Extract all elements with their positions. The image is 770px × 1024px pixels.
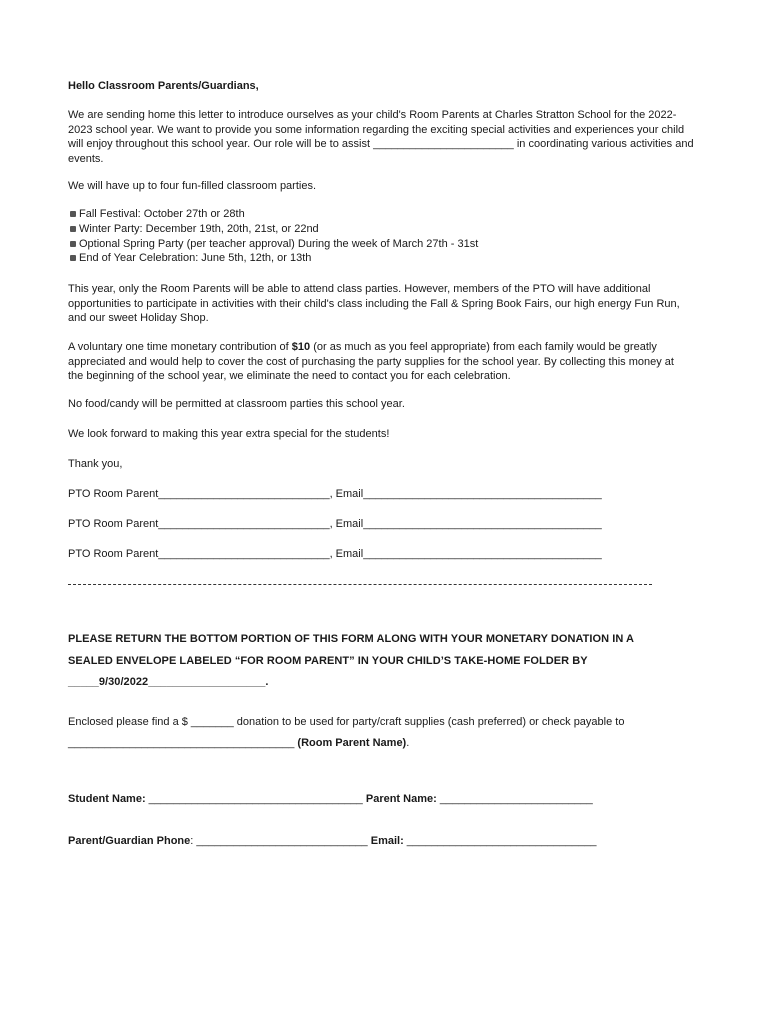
- return-instructions-line: PLEASE RETURN THE BOTTOM PORTION OF THIS FORM ALONG WITH YOUR MONETARY DONATION IN A: [68, 633, 635, 645]
- parent-name-label: Parent Name:: [365, 793, 437, 805]
- parent-name-field[interactable]: _________________________: [436, 793, 593, 805]
- room-parents-paragraph: This year, only the Room Parents will be able to attend class parties. However, members of the PTO will have additional opportunities to participate in activities with their child's class including the Fall & Spring Book Fairs, our high energy Fun Run, and our sweet Holiday Shop.: [68, 283, 680, 324]
- parties-list: [70, 207, 478, 266]
- signature-line[interactable]: PTO Room Parent____________________________, Email_______________________________________: [68, 488, 602, 500]
- list-item: Winter Party: December 19th, 20th, 21st, or 22nd: [70, 222, 478, 237]
- parties-intro: We will have up to four fun-filled classroom parties.: [68, 180, 317, 192]
- return-instructions-line: SEALED ENVELOPE LABELED “FOR ROOM PARENT” IN YOUR CHILD’S TAKE-HOME FOLDER BY: [68, 655, 588, 667]
- signature-line[interactable]: PTO Room Parent____________________________, Email_______________________________________: [68, 518, 602, 530]
- contribution-paragraph: A voluntary one time monetary contribution of $10 (or as much as you feel appropriate) from each family would be greatly appreciated and would help to cover the cost of purchasing the party supplies for the school year. By collecting this money at the beginning of the school year, we eliminate the need to contact you for each celebration.: [68, 341, 674, 382]
- bullet-icon: [70, 241, 76, 247]
- phone-label: Parent/Guardian Phone: [68, 835, 191, 847]
- signature-line[interactable]: PTO Room Parent____________________________, Email_______________________________________: [68, 548, 602, 560]
- closing-note: We look forward to making this year extra special for the students!: [68, 428, 390, 440]
- return-deadline: _____9/30/2022___________________.: [68, 676, 269, 688]
- phone-field[interactable]: ____________________________: [196, 835, 371, 847]
- contribution-amount: $10: [291, 341, 311, 353]
- email-label: Email:: [370, 835, 404, 847]
- food-note: No food/candy will be permitted at classroom parties this school year.: [68, 398, 405, 410]
- phone-email-row[interactable]: Parent/Guardian Phone: ____________________________ Email: _______________________________: [68, 835, 597, 847]
- list-item: End of Year Celebration: June 5th, 12th, or 13th: [70, 251, 478, 266]
- student-name-field[interactable]: ___________________________________: [145, 793, 366, 805]
- list-item: Fall Festival: October 27th or 28th: [70, 207, 478, 222]
- bullet-icon: [70, 255, 76, 261]
- enclosed-donation-line[interactable]: Enclosed please find a $ _______ donation to be used for party/craft supplies (cash preferred) or check payable to: [68, 716, 625, 728]
- student-name-label: Student Name:: [68, 793, 146, 805]
- greeting: Hello Classroom Parents/Guardians,: [68, 80, 259, 92]
- cut-line-divider: [68, 584, 652, 585]
- bullet-icon: [70, 226, 76, 232]
- bullet-icon: [70, 211, 76, 217]
- payable-to-line[interactable]: _____________________________________ (Room Parent Name).: [68, 737, 410, 749]
- thanks: Thank you,: [68, 458, 123, 470]
- email-field[interactable]: _______________________________: [403, 835, 597, 847]
- list-item: Optional Spring Party (per teacher approval) During the week of March 27th - 31st: [70, 237, 478, 252]
- intro-paragraph: We are sending home this letter to introduce ourselves as your child's Room Parents at Charles Stratton School for the 2022-2023 school year. We want to provide you some information regarding the exciting special activities and experiences your child will enjoy throughout this school year. Our role will be to assist _______________________ in coordinating various activities and events.: [68, 109, 694, 165]
- student-parent-name-row[interactable]: [68, 792, 593, 807]
